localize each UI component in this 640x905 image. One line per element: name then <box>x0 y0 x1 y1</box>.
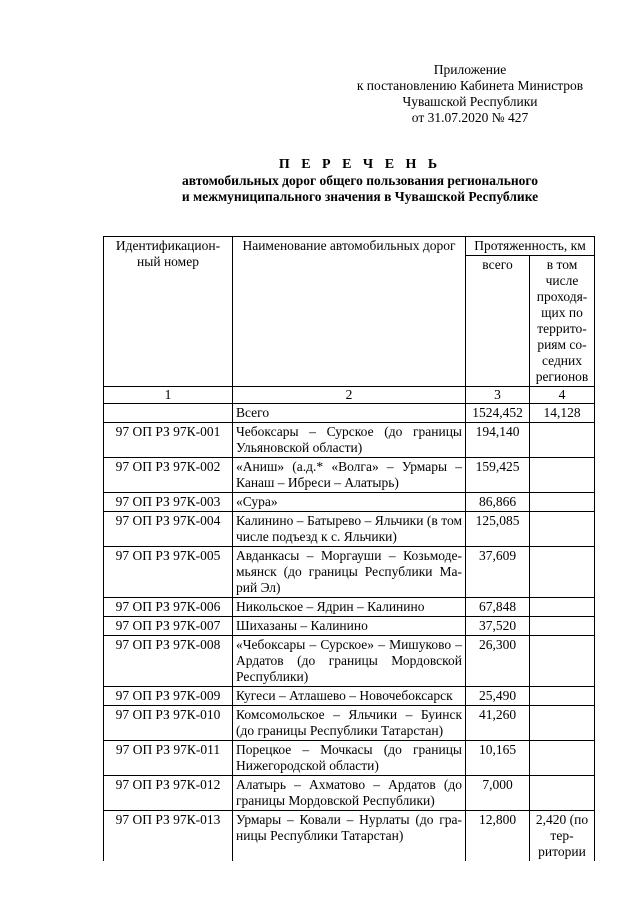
road-name: Чебоксары – Сурское (до границы Ульяновской области) <box>233 423 466 458</box>
road-id: 97 ОП РЗ 97К-010 <box>104 706 233 741</box>
header-length: Протяженность, км <box>466 237 595 256</box>
road-name: «Чебоксары – Сурское» – Мишуково – Ардатов (до границы Мордовской Республики) <box>233 636 466 687</box>
document-title: П Е Р Е Ч Е Н Ь <box>278 157 442 172</box>
total-value: 1524,452 <box>466 404 530 423</box>
appendix-block <box>300 62 640 126</box>
road-name: Шихазаны – Калинино <box>233 617 466 636</box>
column-number: 2 <box>233 387 466 404</box>
road-id: 97 ОП РЗ 97К-009 <box>104 687 233 706</box>
road-length-total: 37,520 <box>466 617 530 636</box>
road-length-neighbor <box>530 706 595 741</box>
road-id: 97 ОП РЗ 97К-008 <box>104 636 233 687</box>
road-length-neighbor <box>530 598 595 617</box>
document-subtitle: автомобильных дорог общего пользования регионального <box>182 173 538 188</box>
road-id: 97 ОП РЗ 97К-007 <box>104 617 233 636</box>
road-length-neighbor <box>530 776 595 811</box>
road-name: Калинино – Батырево – Яльчики (в том числе подъезд к с. Яльчики) <box>233 512 466 547</box>
table-row <box>104 458 595 493</box>
road-id: 97 ОП РЗ 97К-003 <box>104 493 233 512</box>
table-row <box>104 512 595 547</box>
total-id-cell <box>104 404 233 423</box>
total-row <box>104 404 595 423</box>
road-length-neighbor <box>530 423 595 458</box>
road-length-neighbor: 2,420 (по тер-ритории <box>530 811 595 862</box>
road-length-neighbor <box>530 547 595 598</box>
table-row <box>104 598 595 617</box>
appendix-line: Чувашской Республики <box>402 94 538 109</box>
table-header-row <box>104 237 595 256</box>
road-length-total: 7,000 <box>466 776 530 811</box>
table-row <box>104 706 595 741</box>
header-name: Наименование автомобильных дорог <box>233 237 466 387</box>
road-id: 97 ОП РЗ 97К-012 <box>104 776 233 811</box>
table-row <box>104 547 595 598</box>
road-length-total: 26,300 <box>466 636 530 687</box>
appendix-line: к постановлению Кабинета Министров <box>356 78 584 93</box>
road-length-neighbor <box>530 617 595 636</box>
road-length-neighbor <box>530 512 595 547</box>
header-id: Идентификацион-ный номер <box>104 237 233 387</box>
road-id: 97 ОП РЗ 97К-006 <box>104 598 233 617</box>
road-id: 97 ОП РЗ 97К-001 <box>104 423 233 458</box>
column-number: 4 <box>530 387 595 404</box>
road-length-total: 159,425 <box>466 458 530 493</box>
table-row <box>104 617 595 636</box>
header-neighbor: в том числе проходя-щих по террито-риям со-седних регионов <box>530 256 595 387</box>
road-name: Урмары – Ковали – Нурлаты (до гра-ницы Республики Татарстан) <box>233 811 466 862</box>
document-heading <box>100 157 620 205</box>
road-length-total: 67,848 <box>466 598 530 617</box>
table-row <box>104 811 595 862</box>
table-row <box>104 636 595 687</box>
road-id: 97 ОП РЗ 97К-011 <box>104 741 233 776</box>
road-name: Никольское – Ядрин – Калинино <box>233 598 466 617</box>
road-name: Алатырь – Ахматово – Ардатов (до границы Мордовской Республики) <box>233 776 466 811</box>
road-length-total: 25,490 <box>466 687 530 706</box>
road-name: Комсомольское – Яльчики – Буинск (до границы Республики Татарстан) <box>233 706 466 741</box>
column-number: 3 <box>466 387 530 404</box>
road-id: 97 ОП РЗ 97К-004 <box>104 512 233 547</box>
road-id: 97 ОП РЗ 97К-013 <box>104 811 233 862</box>
appendix-line: Приложение <box>433 62 507 77</box>
column-number: 1 <box>104 387 233 404</box>
road-name: Кугеси – Атлашево – Новочебоксарск <box>233 687 466 706</box>
road-id: 97 ОП РЗ 97К-005 <box>104 547 233 598</box>
road-name: «Сура» <box>233 493 466 512</box>
table-row <box>104 687 595 706</box>
road-name: «Аниш» (а.д.* «Волга» – Урмары – Канаш – Ибреси – Алатырь) <box>233 458 466 493</box>
road-name: Порецкое – Мочкасы (до границы Нижегородской области) <box>233 741 466 776</box>
road-length-total: 10,165 <box>466 741 530 776</box>
roads-table <box>103 236 595 861</box>
road-length-neighbor <box>530 636 595 687</box>
road-length-neighbor <box>530 458 595 493</box>
road-id: 97 ОП РЗ 97К-002 <box>104 458 233 493</box>
road-name: Авданкасы – Моргауши – Козьмоде-мьянск (до границы Республики Ма-рий Эл) <box>233 547 466 598</box>
header-total: всего <box>466 256 530 387</box>
road-length-total: 125,085 <box>466 512 530 547</box>
appendix-date: от 31.07.2020 № 427 <box>411 110 529 125</box>
total-neighbor-value: 14,128 <box>530 404 595 423</box>
road-length-total: 12,800 <box>466 811 530 862</box>
road-length-total: 86,866 <box>466 493 530 512</box>
road-length-neighbor <box>530 741 595 776</box>
table-row <box>104 423 595 458</box>
road-length-total: 194,140 <box>466 423 530 458</box>
road-length-total: 41,260 <box>466 706 530 741</box>
road-length-neighbor <box>530 493 595 512</box>
table-row <box>104 493 595 512</box>
column-number-row <box>104 387 595 404</box>
road-length-total: 37,609 <box>466 547 530 598</box>
table-row <box>104 741 595 776</box>
road-length-neighbor <box>530 687 595 706</box>
total-label: Всего <box>233 404 466 423</box>
table-row <box>104 776 595 811</box>
document-subtitle: и межмуниципального значения в Чувашской Республике <box>181 189 539 204</box>
